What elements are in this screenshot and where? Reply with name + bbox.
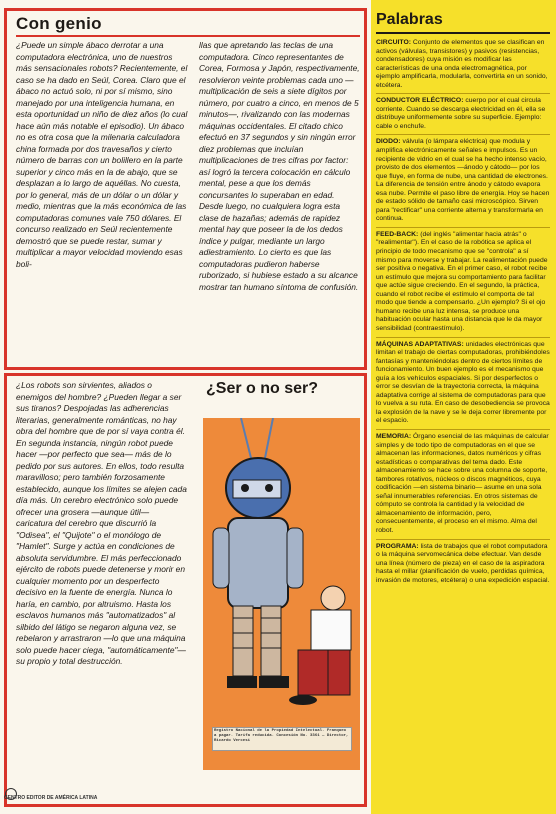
article-title-ser-o-no-ser: ¿Ser o no ser?	[206, 380, 319, 397]
glossary-entry: CONDUCTOR ELÉCTRICO: cuerpo por el cual circula corriente. Cuando se descarga electricidad en él, ella se distribuye uniformemente sobre su superficie. Ejemplo: cable o enchufe.	[376, 97, 550, 135]
robot-and-man-icon	[203, 418, 360, 770]
article-text-robots: ¿Los robots son sirvientes, aliados o enemigos del hombre? ¿Pueden llegar a ser sus tiranos? Despojadas las adherencias literarias, generalmente románticas, no hay obra del hombre que de por sí vaya contra él. En segunda instancia, ningún robot puede hacer —por perfecto que sea— más de lo pedido por sus autores. En ellos, todo resulta maravilloso; pero también forzosamente establecido, aunque los límites se alejen cada día más. Un cerebro electrónico solo puede ofrecer una grosera —aunque útil— caricatura del cerebro que discurrió la "Odisea", el "Quijote" o el monólogo de "Hamlet". Surge y actúa en condiciones de absoluta servidumbre. El más perfeccionado ejército de robots puede detenerse y morir en cualquier momento por un desperfecto decisivo en la fuente de energía. Nunca lo haría, en cambio, por altruismo. Hasta los esclavos humanos más "automatizados" al silbido del látigo se negaron alguna vez, se rebelaron y arrastraron —lo que una máquina solo puede hacer ciega, "automáticamente"— su propio y total destrucción.	[16, 380, 187, 666]
glossary-entry: FEED-BACK: (del inglés "alimentar hacia atrás" o "realimentar"). En el caso de la robótica se aplica el principio de todo mecanismo que se "controla" a sí mismo para moverse y trabajar. La realimentación puede ser positiva o negativa. En el primer caso, el robot recibe un estímulo que mejora su comportamiento para facilitar que actúe sigue creciendo. En el segundo, la práctica, cuando el robot recibe el estímulo el comporta de tal modo que tiende a compensarlo. ¿Un ejemplo? Si el ojo humano recibe una luz intensa, se produce una habituación ocular hasta una distancia que le da mayor sensibilidad (contraestímulo).	[376, 231, 550, 338]
glossary-rule	[376, 32, 550, 34]
article-text-col1: ¿Puede un simple ábaco derrotar a una computadora electrónica, uno de nuestros más sensacionales robots? Recientemente, el caso se ha dado en Seúl, Corea. Claro que el ábaco no actuó solo, ni por sí mismo, sino manejado por una inteligencia humana, en esta oportunidad un niño de diez años (lo cual hace aún más notable el episodio). Un ábaco no es otra cosa que la milenaria calculadora china formada por dos travesaños y cierto número de barras con un bolillero en la parte superior y cinco más en la de abajo, que se desplazan a lo largo de aquéllas. No cuesta, por lo general, más de un dólar o un dólar y medio, mientras que la más económica de las computadoras comunes vale 750 dólares. El concurso realizado en Seúl recientemente demostró que se puede restar, sumar y multiplicar a mayor velocidad moviendo esas boli-	[16, 40, 188, 269]
glossary-title: Palabras	[376, 11, 443, 28]
article-title-con-genio: Con genio	[16, 14, 102, 33]
glossary-entry: DIODO: válvula (o lámpara eléctrica) que modula y amplifica electrónicamente señales e impulsos. Es un recipiente de vidrio en el cual se ha hecho intenso vacío, provisto de dos elementos —ánodo y cátodo— por los que fluye, en forma de nube, una cantidad de electrones. La diferencia de tensión entre ánodo y cátodo evapora esa nube. Permite el paso libre de energía. Hoy se hacen de estado sólido de tamaño casi microscópico. Sirven para "rectificar" una corriente alterna y transformarla en continua.	[376, 138, 550, 227]
glossary-list	[376, 39, 550, 587]
glossary-entry: CIRCUITO: Conjunto de elementos que se clasifican en activos (válvulas, transistores) y pasivos (resistencias, condensadores) cuya misión es modificar las características de una onda electromagnética, por ejemplo amplificarla, modularla, convertirla en un sonido, etcétera.	[376, 39, 550, 94]
title-underline	[16, 35, 360, 37]
glossary-entry: MÁQUINAS ADAPTATIVAS: unidades electrónicas que limitan el trabajo de ciertas computadoras, prohibiéndoles fantasías y manteniéndolas dentro de ciertos límites de funcionamiento. Un buen ejemplo es el mecanismo que guía a los vehículos espaciales. Si por desperfectos o error se desvían de la trayectoria correcta, la máquina adaptativa corrige al sistema de computadoras para que lo vuelva a su ruta. En caso de desobediencia se provoca la explosión de la nave y se le deja correr libremente por el espacio.	[376, 341, 550, 430]
glossary-entry: PROGRAMA: lista de trabajos que el robot computadora o la máquina servomecánica debe efectuar. Van desde una línea (número de pieza) en el caso de la aspiradora hasta el millar (planificación de vuelo, perdidas química, invasión de motores, etcétera) o una expedición espacial.	[376, 542, 550, 584]
legal-caption: Registro Nacional de la Propiedad Intelectual. Franqueo a pagar. Tarifa reducida. Concesión No. 3361 — Director, Ricardo Vercesi	[212, 727, 352, 751]
article-text-col2: llas que apretando las teclas de una computadora. Cinco representantes de Corea, Formosa y Japón, respectivamente, resolvieron veinte problemas cada uno —multiplicación de seis a siete dígitos por número, por cuatro a cinco, en menos de 5 minutos—, rivalizando con las modernas máquinas occidentales. El citado chico efectuó en 37 segundos y sin ningún error diez problemas que incluían multiplicaciones de tres cifras por factor: así logró la tercera colocación en cálculo mental, pese a que los demás concursantes lo superaban en edad. Desde luego, no cualquiera logra esta clase de hazañas; además de rapidez mental hay que poseer la de los dedos índice y pulgar, mediante un largo adiestramiento. Lo cierto es que las computadoras pudieron haberse ruborizado, si hubiese estado a su alcance mostrar tan humano síntoma de confusión.	[199, 40, 360, 292]
glossary-entry: MEMORIA: Órgano esencial de las máquinas de calcular simples y de todo tipo de computadoras en el que se almacenan las informaciones, datos numéricos y cifras estadísticas o comparativas del tema dado. Este almacenamiento se hace sobre una columna de soporte, tambores rotativos, núcleos o discos magnéticos, cuya codificación —en sistema binario— asume en una sola señal innumerables referencias. En otros sistemas de cómputo se controla la cantidad y la velocidad de almacenamiento de información, pero, consecuentemente, el proceso en el mismo. Alma del robot.	[376, 433, 550, 540]
publisher-name: CENTRO EDITOR DE AMÉRICA LATINA	[4, 795, 98, 801]
